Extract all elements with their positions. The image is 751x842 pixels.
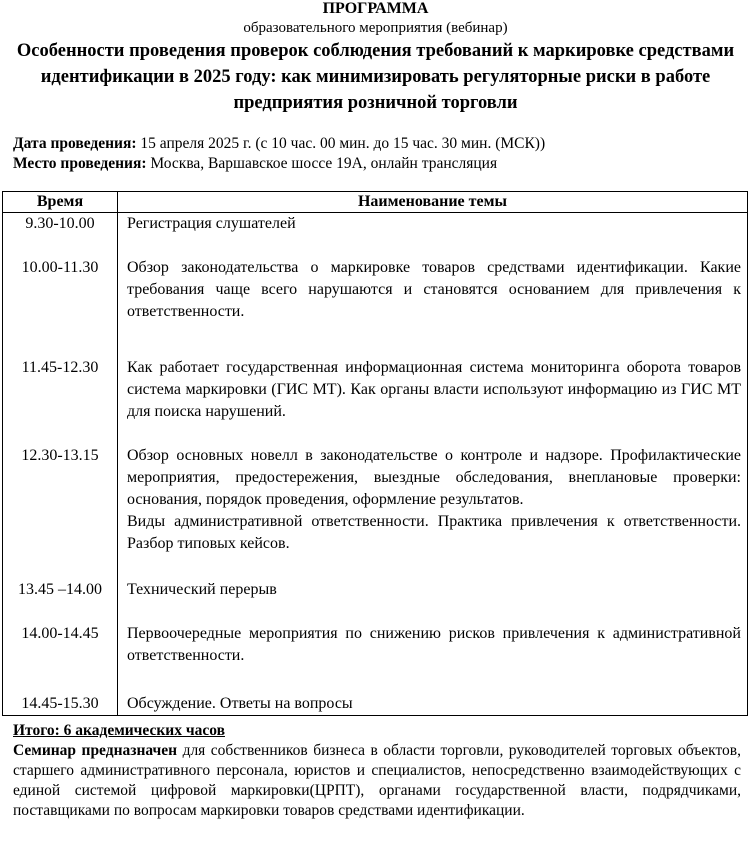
row-time: 14.00-14.45: [3, 623, 118, 693]
row-topic-text: Обзор законодательства о маркировке товаров средствами идентификации. Какие требования чаще всего нарушаются и становятся основанием для привлечения к ответственности.: [127, 259, 741, 320]
total-hours: Итого: 6 академических часов: [13, 722, 225, 739]
row-time: 13.45 –14.00: [3, 579, 118, 623]
row-time: 14.45-15.30: [3, 693, 118, 716]
program-footer: [13, 721, 741, 821]
event-date-line: [13, 134, 751, 154]
row-topic: [118, 257, 748, 357]
date-label: Дата проведения:: [13, 135, 137, 152]
row-topic: [118, 445, 748, 579]
row-time: 12.30-13.15: [3, 445, 118, 579]
row-time: 9.30-10.00: [3, 213, 118, 258]
row-topic: [118, 623, 748, 693]
place-label: Место проведения:: [13, 155, 147, 172]
schedule-table: [2, 191, 748, 716]
program-header: [0, 0, 751, 116]
row-topic-text: Технический перерыв: [127, 581, 277, 598]
table-row: [3, 579, 748, 623]
table-row: [3, 623, 748, 693]
table-row: [3, 693, 748, 716]
row-topic: [118, 357, 748, 445]
event-place-line: [13, 154, 751, 174]
event-meta: [0, 134, 751, 174]
column-header-topic: Наименование темы: [118, 192, 748, 213]
row-topic: [118, 579, 748, 623]
table-row: [3, 445, 748, 579]
row-topic-text: Как работает государственная информационная система мониторинга оборота товаров система маркировки (ГИС МТ). Как органы власти используют информацию из ГИС МТ для поиска нарушений.: [127, 359, 741, 420]
row-topic-text: Обсуждение. Ответы на вопросы: [127, 695, 353, 712]
schedule-header-row: [3, 192, 748, 213]
row-topic-text: Регистрация слушателей: [127, 215, 296, 232]
audience-text: для собственников бизнеса в области торговли, руководителей торговых объектов, старшего административного персонала, юристов и специалистов, непосредственно взаимодействующих с единой системой цифровой маркировки(ЦРПТ), органами государственной власти, подрядчиками, поставщиками по вопросам маркировки товаров средствами идентификации.: [13, 742, 742, 819]
audience-label: Семинар предназначен: [13, 742, 178, 759]
program-title: Особенности проведения проверок соблюдения требований к маркировке средствами идентификации в 2025 году: как минимизировать регуляторные риски в работе предприятия розничной торговли: [16, 41, 735, 113]
table-row: [3, 213, 748, 258]
program-label: ПРОГРАММА: [322, 0, 429, 17]
row-time: 11.45-12.30: [3, 357, 118, 445]
row-topic-text: Обзор основных новелл в законодательстве о контроле и надзоре. Профилактические мероприятия, предостережения, выездные обследования, внеплановые проверки: основания, порядок проведения, оформление результатов.: [127, 447, 741, 508]
place-value: Москва, Варшавское шоссе 19А, онлайн трансляция: [150, 155, 498, 172]
column-header-time: Время: [3, 192, 118, 213]
event-type-subtitle: образовательного мероприятия (вебинар): [243, 20, 508, 36]
date-value: 15 апреля 2025 г. (с 10 час. 00 мин. до 15 час. 30 мин. (МСК)): [140, 135, 546, 152]
audience-description: [13, 741, 741, 821]
row-topic-text-2: Виды административной ответственности. Практика привлечения к ответственности. Разбор типовых кейсов.: [127, 513, 741, 552]
table-row: [3, 257, 748, 357]
row-topic: [118, 213, 748, 258]
row-topic: [118, 693, 748, 716]
row-time: 10.00-11.30: [3, 257, 118, 357]
row-topic-text: Первоочередные мероприятия по снижению рисков привлечения к административной ответственности.: [127, 625, 741, 664]
table-row: [3, 357, 748, 445]
